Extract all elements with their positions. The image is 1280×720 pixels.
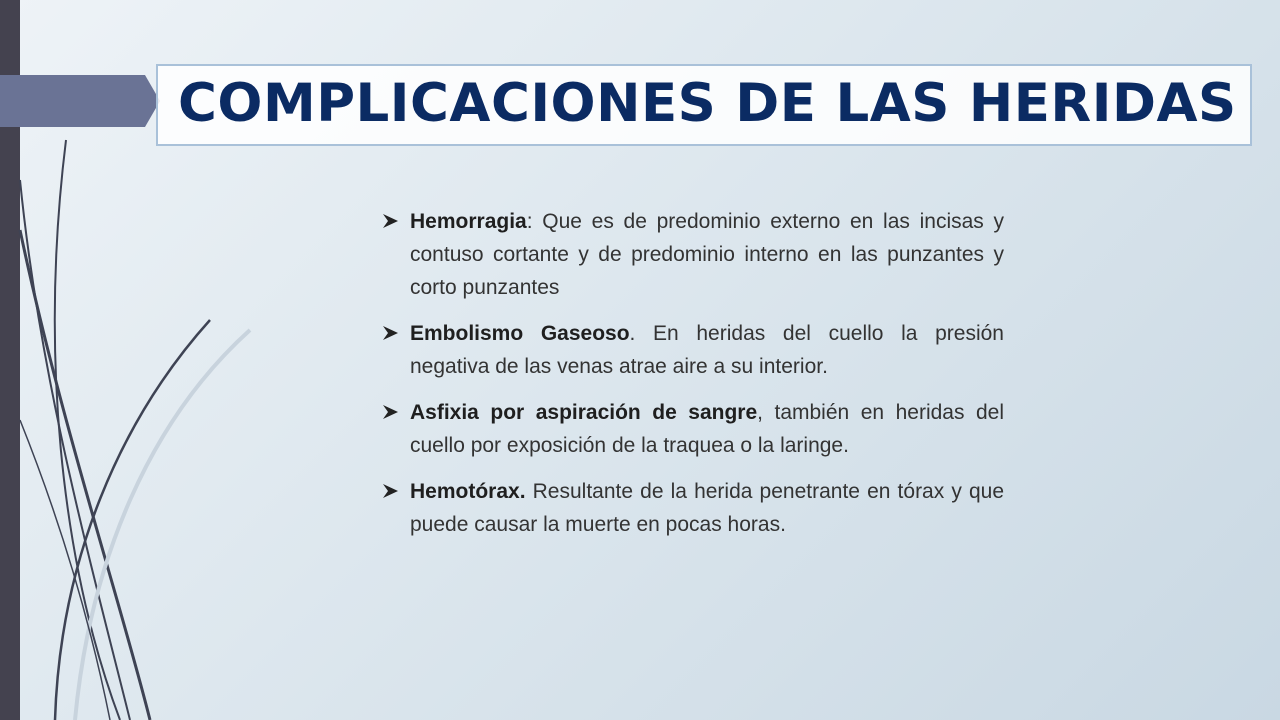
- item-term: Hemorragia: [410, 210, 527, 233]
- item-description: : Que es de predominio externo en las incisas y contuso cortante y de predominio interno en las punzantes y corto punzantes: [410, 210, 1004, 299]
- list-item-text: [410, 205, 1004, 304]
- item-term: Embolismo Gaseoso: [410, 322, 630, 345]
- bullet-list: [382, 205, 1004, 554]
- item-description: Resultante de la herida penetrante en tórax y que puede causar la muerte en pocas horas.: [410, 480, 1004, 536]
- list-item: [382, 205, 1004, 304]
- arrow-bullet-icon: [382, 317, 410, 383]
- list-item-text: [410, 317, 1004, 383]
- arrow-bullet-icon: [382, 475, 410, 541]
- list-item: [382, 475, 1004, 541]
- item-description: , también en heridas del cuello por exposición de la traquea o la laringe.: [410, 401, 1004, 457]
- item-term: Hemotórax.: [410, 480, 526, 503]
- list-item: [382, 396, 1004, 462]
- item-description: . En heridas del cuello la presión negativa de las venas atrae aire a su interior.: [410, 322, 1004, 378]
- item-term: Asfixia por aspiración de sangre: [410, 401, 758, 424]
- slide-title: COMPLICACIONES DE LAS HERIDAS: [178, 73, 1237, 134]
- arrow-bullet-icon: [382, 205, 410, 304]
- list-item-text: [410, 396, 1004, 462]
- list-item: [382, 317, 1004, 383]
- arrow-bullet-icon: [382, 396, 410, 462]
- title-box: [156, 64, 1252, 146]
- title-tab-decoration: [0, 75, 160, 127]
- list-item-text: [410, 475, 1004, 541]
